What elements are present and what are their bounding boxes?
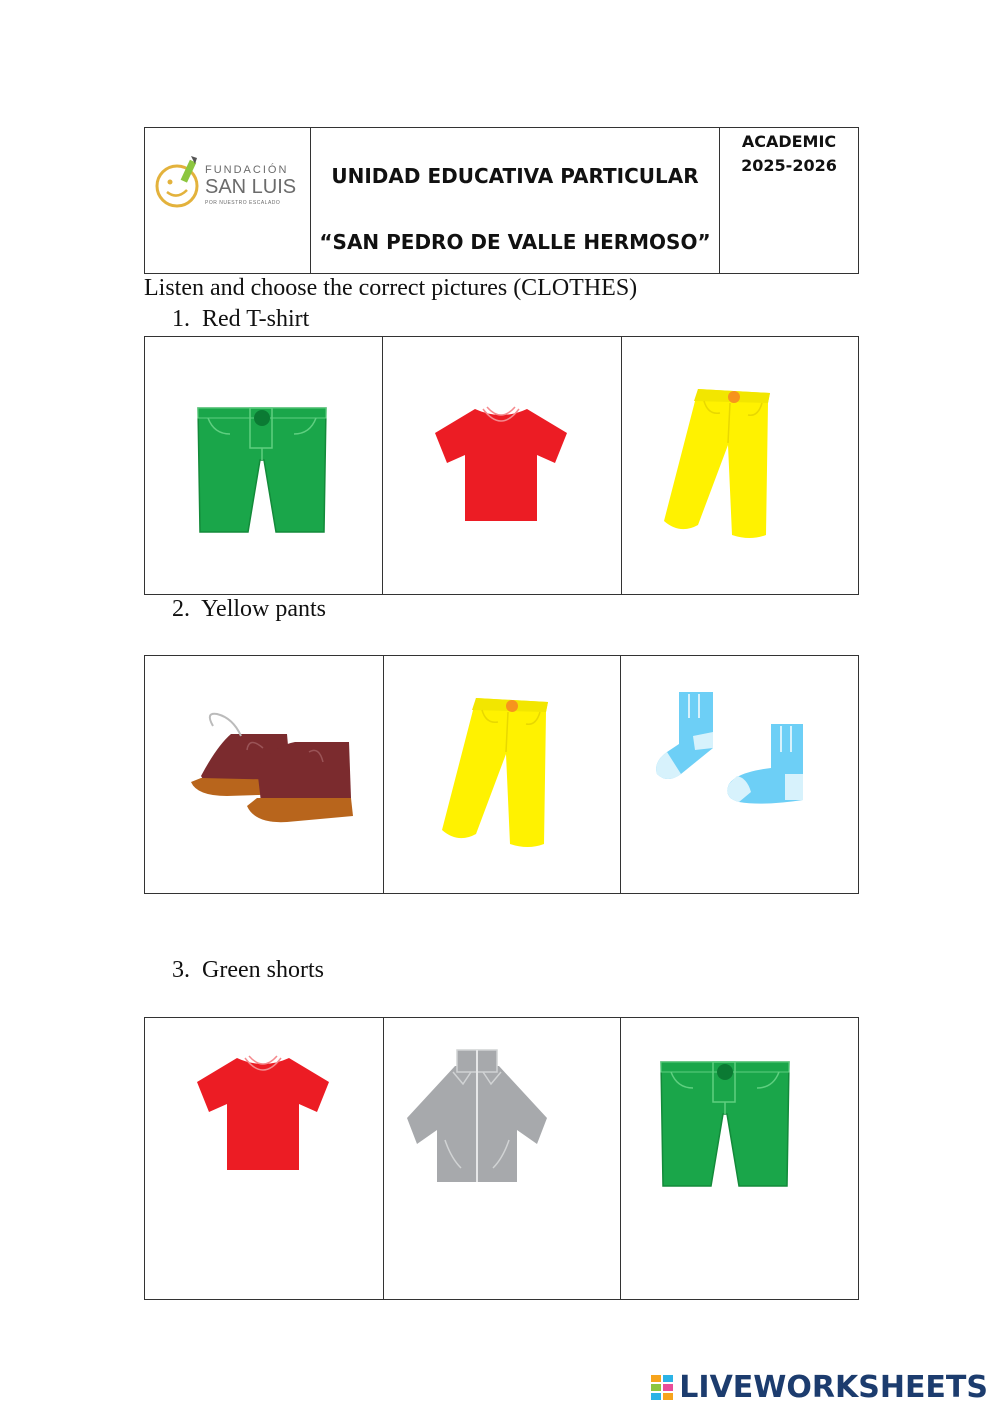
question-number: 3.: [172, 957, 190, 983]
question-text: Yellow pants: [201, 596, 327, 622]
question-3-options: [144, 1017, 859, 1300]
question-number: 1.: [172, 306, 190, 332]
option-yellow-pants[interactable]: [622, 337, 858, 594]
option-gray-jacket[interactable]: [384, 1018, 621, 1299]
logo-cell: [145, 128, 311, 273]
brand-name: LIVEWORKSHEETS: [679, 1370, 988, 1405]
blue-socks-icon: [651, 688, 811, 808]
liveworksheets-brand[interactable]: [651, 1370, 988, 1405]
school-line-1: UNIDAD EDUCATIVA PARTICULAR: [331, 164, 699, 188]
question-2-options: [144, 655, 859, 894]
academic-label: ACADEMIC: [741, 132, 837, 151]
yellow-pants-icon: [658, 385, 778, 545]
school-line-2: “SAN PEDRO DE VALLE HERMOSO”: [319, 230, 711, 254]
red-tshirt-icon: [431, 403, 571, 523]
academic-cell: [720, 128, 858, 273]
question-1-label: [172, 306, 309, 333]
yellow-pants-icon: [436, 694, 556, 854]
question-3-label: [172, 957, 324, 984]
question-number: 2.: [172, 596, 190, 622]
question-text: Red T-shirt: [202, 306, 310, 332]
header-table: [144, 127, 859, 274]
question-1-options: [144, 336, 859, 595]
instructions: Listen and choose the correct pictures (CLOTHES): [144, 275, 638, 301]
logo-line3: POR NUESTRO ESCALADO: [205, 200, 281, 206]
option-red-tshirt[interactable]: [145, 1018, 384, 1299]
option-green-shorts[interactable]: [145, 337, 383, 594]
school-name-cell: [311, 128, 720, 273]
red-tshirt-icon: [193, 1052, 333, 1172]
option-blue-socks[interactable]: [621, 656, 858, 893]
smiley-pencil-icon: [153, 154, 203, 212]
logo-line1: FUNDACIÓN: [205, 164, 289, 176]
liveworksheets-logo-icon: [651, 1375, 675, 1401]
question-2-label: [172, 596, 326, 623]
option-yellow-pants[interactable]: [384, 656, 621, 893]
fundacion-logo: [153, 154, 303, 214]
question-text: Green shorts: [202, 957, 324, 983]
option-red-tshirt[interactable]: [383, 337, 622, 594]
option-green-shorts[interactable]: [621, 1018, 858, 1299]
gray-jacket-icon: [397, 1048, 557, 1188]
green-shorts-icon: [655, 1048, 795, 1188]
logo-line2: SAN LUIS: [205, 176, 297, 198]
academic-year: 2025-2026: [741, 156, 837, 175]
green-shorts-icon: [192, 394, 332, 534]
option-brown-shoes[interactable]: [145, 656, 384, 893]
brown-shoes-icon: [187, 706, 357, 826]
